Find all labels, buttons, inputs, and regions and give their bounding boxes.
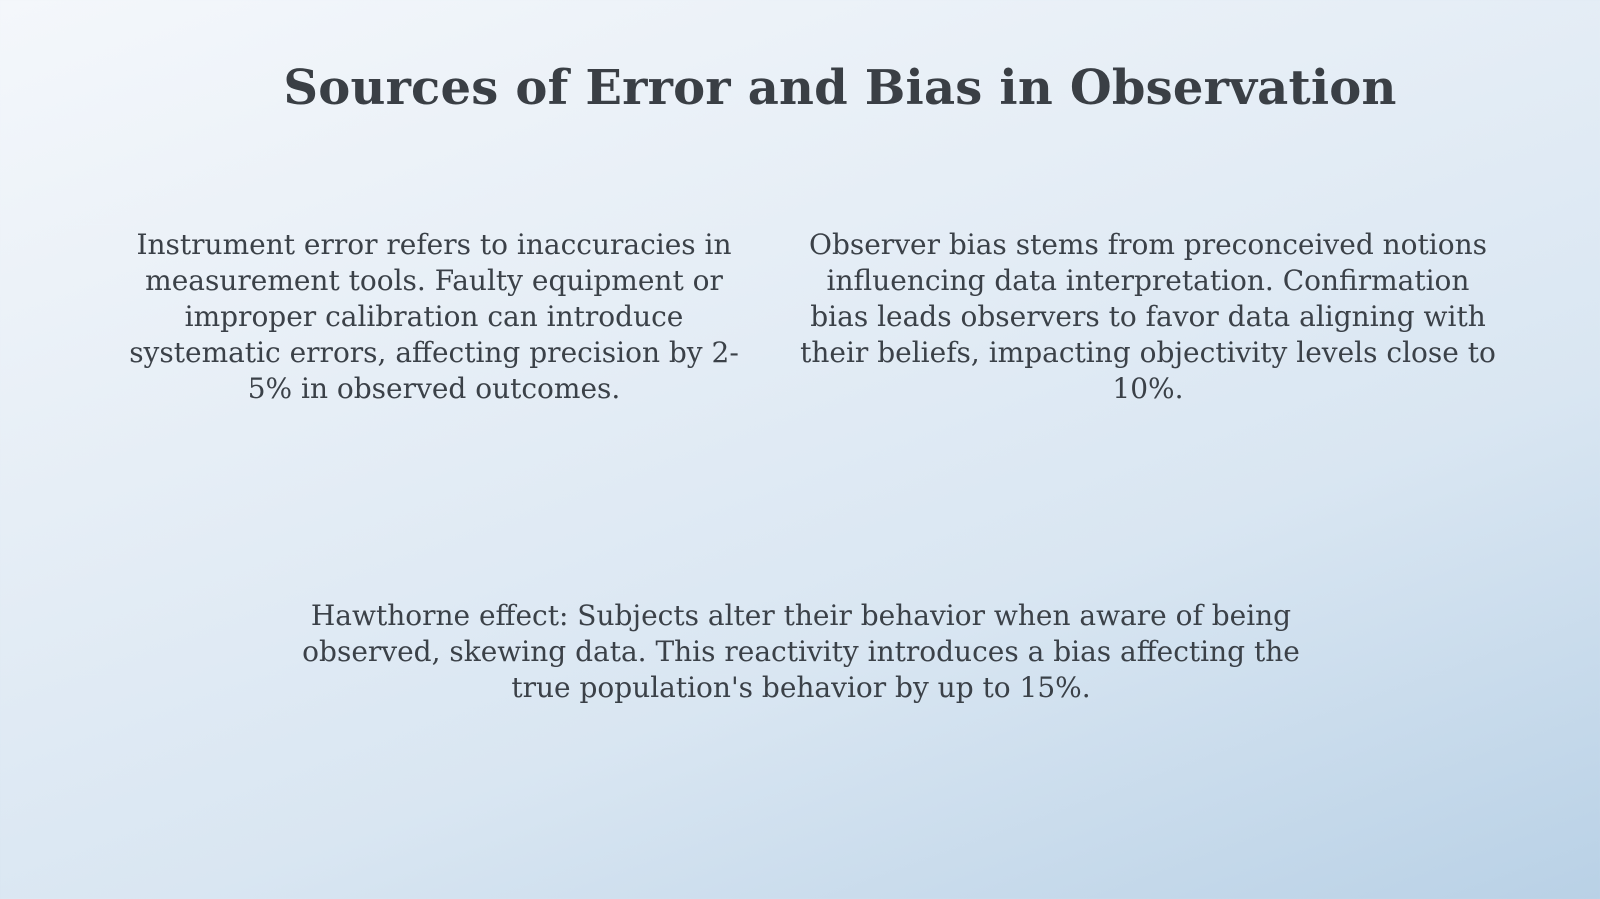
- instrument-error-paragraph: Instrument error refers to inaccuracies in measurement tools. Faulty equipment or improper calibration can introduce systematic errors, affecting precision by 2-5% in observed outcomes.: [129, 228, 739, 405]
- observer-bias-paragraph: Observer bias stems from preconceived notions influencing data interpretation. Confirmation bias leads observers to favor data aligning with their beliefs, impacting objectivity levels close to 10%.: [800, 228, 1496, 405]
- hawthorne-effect-paragraph: Hawthorne effect: Subjects alter their behavior when aware of being observed, skewing data. This reactivity introduces a bias affecting the true population's behavior by up to 15%.: [302, 599, 1300, 704]
- slide-title: Sources of Error and Bias in Observation: [283, 60, 1397, 116]
